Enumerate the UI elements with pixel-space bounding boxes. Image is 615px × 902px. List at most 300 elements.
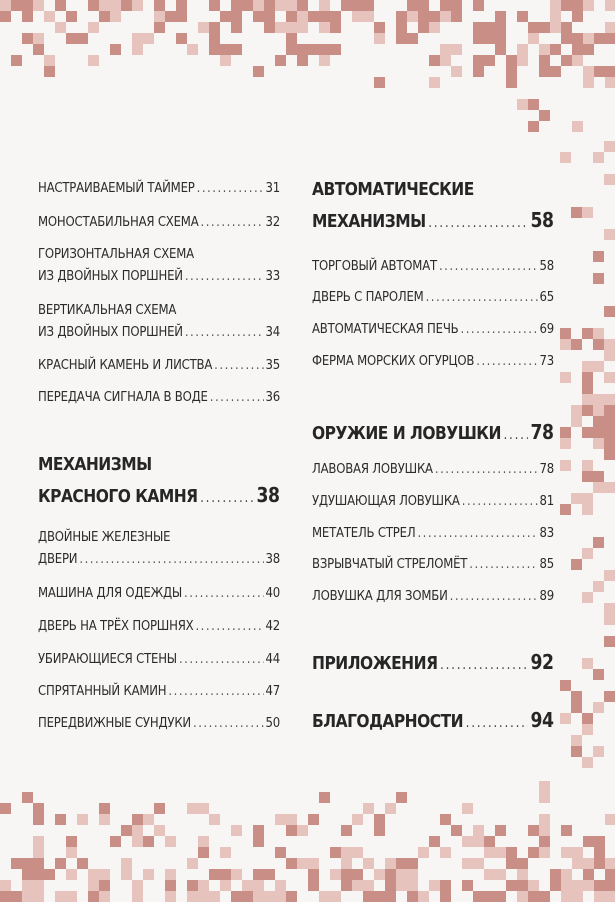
entry-title: КРАСНЫЙ КАМЕНЬ И ЛИСТВА — [38, 358, 213, 373]
decor-pixel — [88, 880, 99, 891]
decor-pixel — [571, 735, 582, 746]
decor-pixel — [561, 880, 572, 891]
decor-pixel — [132, 891, 143, 902]
decor-pixel — [429, 880, 440, 891]
entry-page: 47 — [265, 684, 280, 699]
section-title: ПРИЛОЖЕНИЯ — [312, 653, 438, 674]
decor-pixel — [33, 858, 44, 869]
decor-pixel — [462, 836, 473, 847]
decor-pixel — [571, 207, 582, 218]
decor-pixel — [407, 0, 418, 11]
section-title-line1: АВТОМАТИЧЕСКИЕ — [312, 179, 474, 200]
decor-pixel — [429, 22, 440, 33]
decor-pixel — [88, 891, 99, 902]
decor-pixel — [396, 33, 407, 44]
decor-pixel — [539, 825, 550, 836]
decor-pixel — [198, 880, 209, 891]
toc-entry[interactable] — [312, 319, 554, 341]
decor-pixel — [231, 891, 242, 902]
toc-entry[interactable] — [312, 523, 554, 545]
toc-section-heading[interactable] — [38, 450, 279, 510]
leader-dots — [214, 355, 263, 377]
decor-pixel — [286, 814, 297, 825]
decor-pixel — [44, 66, 55, 77]
decorative-pixel-border-right — [560, 130, 615, 770]
entry-page: 58 — [539, 259, 554, 274]
decor-pixel — [429, 836, 440, 847]
decor-pixel — [297, 858, 308, 869]
decor-pixel — [560, 328, 571, 339]
decor-pixel — [539, 22, 550, 33]
toc-entry[interactable] — [38, 713, 280, 735]
decor-pixel — [528, 847, 539, 858]
decor-pixel — [571, 691, 582, 702]
decor-pixel — [396, 22, 407, 33]
leader-dots — [503, 420, 527, 450]
decor-pixel — [341, 880, 352, 891]
decor-pixel — [582, 207, 593, 218]
toc-entry[interactable] — [38, 616, 280, 638]
decor-pixel — [165, 869, 176, 880]
entry-page: 33 — [265, 269, 280, 284]
decor-pixel — [484, 869, 495, 880]
decor-pixel — [11, 0, 22, 11]
toc-entry[interactable] — [38, 355, 280, 377]
decor-pixel — [583, 869, 594, 880]
decor-pixel — [462, 858, 473, 869]
decor-pixel — [253, 11, 264, 22]
decor-pixel — [560, 713, 571, 724]
decor-pixel — [154, 11, 165, 22]
entry-page: 65 — [539, 290, 554, 305]
entry-title: ИЗ ДВОЙНЫХ ПОРШНЕЙ — [38, 325, 183, 340]
decor-pixel — [385, 803, 396, 814]
decor-pixel — [495, 869, 506, 880]
decor-pixel — [572, 847, 583, 858]
decor-pixel — [319, 891, 330, 902]
decor-pixel — [605, 880, 615, 891]
entry-title: ПЕРЕДАЧА СИГНАЛА В ВОДЕ — [38, 390, 208, 405]
decor-pixel — [165, 836, 176, 847]
decor-pixel — [517, 869, 528, 880]
decor-pixel — [572, 858, 583, 869]
decor-pixel — [593, 251, 604, 262]
entry-page: 85 — [539, 557, 554, 572]
decor-pixel — [593, 361, 604, 372]
decor-pixel — [143, 869, 154, 880]
entry-title: АВТОМАТИЧЕСКАЯ ПЕЧЬ — [312, 322, 459, 337]
decor-pixel — [593, 482, 604, 493]
decor-pixel — [582, 548, 593, 559]
decor-pixel — [593, 405, 604, 416]
entry-title-line1: ДВОЙНЫЕ ЖЕЛЕЗНЫЕ — [38, 530, 171, 545]
leader-dots — [462, 491, 538, 513]
decor-pixel — [33, 880, 44, 891]
section-page: 38 — [256, 483, 280, 507]
decor-pixel — [253, 891, 264, 902]
entry-title: НАСТРАИВАЕМЫЙ ТАЙМЕР — [38, 181, 195, 196]
decor-pixel — [605, 33, 615, 44]
decor-pixel — [55, 858, 66, 869]
leader-dots — [439, 256, 538, 278]
decor-pixel — [604, 482, 615, 493]
toc-entry[interactable] — [38, 583, 280, 605]
decor-pixel — [0, 0, 11, 11]
toc-section-heading[interactable] — [312, 647, 553, 677]
decor-pixel — [11, 55, 22, 66]
decor-pixel — [473, 825, 484, 836]
toc-entry[interactable] — [38, 527, 280, 571]
decor-pixel — [308, 814, 319, 825]
decor-pixel — [33, 847, 44, 858]
toc-entry[interactable] — [312, 554, 554, 576]
decor-pixel — [286, 891, 297, 902]
decor-pixel — [44, 55, 55, 66]
decor-pixel — [286, 0, 297, 11]
entry-title: ЛАВОВАЯ ЛОВУШКА — [312, 462, 433, 477]
decor-pixel — [582, 394, 593, 405]
decor-pixel — [242, 880, 253, 891]
decor-pixel — [165, 880, 176, 891]
decor-pixel — [550, 880, 561, 891]
decor-pixel — [220, 55, 231, 66]
leader-dots — [435, 459, 538, 481]
toc-section-heading[interactable] — [312, 175, 553, 235]
decor-pixel — [407, 880, 418, 891]
decor-pixel — [484, 33, 495, 44]
decor-pixel — [385, 869, 396, 880]
decor-pixel — [88, 869, 99, 880]
decor-pixel — [374, 77, 385, 88]
decor-pixel — [582, 493, 593, 504]
decor-pixel — [539, 781, 550, 792]
decor-pixel — [99, 814, 110, 825]
entry-page: 38 — [265, 552, 280, 567]
decor-pixel — [363, 0, 374, 11]
decor-pixel — [560, 152, 571, 163]
decor-pixel — [77, 33, 88, 44]
decor-pixel — [550, 44, 561, 55]
decor-pixel — [473, 55, 484, 66]
decor-pixel — [308, 880, 319, 891]
toc-entry[interactable] — [312, 586, 554, 608]
decor-pixel — [572, 11, 583, 22]
decor-pixel — [407, 11, 418, 22]
entry-title: ТОРГОВЫЙ АВТОМАТ — [312, 259, 437, 274]
decor-pixel — [110, 44, 121, 55]
decor-pixel — [594, 836, 605, 847]
decor-pixel — [253, 0, 264, 11]
toc-entry[interactable] — [38, 649, 280, 671]
decor-pixel — [220, 847, 231, 858]
decor-pixel — [539, 847, 550, 858]
decor-pixel — [560, 680, 571, 691]
decor-pixel — [572, 33, 583, 44]
decor-pixel — [286, 33, 297, 44]
toc-section-heading[interactable] — [312, 705, 553, 735]
decor-pixel — [571, 416, 582, 427]
decor-pixel — [165, 891, 176, 902]
decor-pixel — [495, 825, 506, 836]
decor-pixel — [253, 825, 264, 836]
decor-pixel — [352, 814, 363, 825]
decor-pixel — [220, 44, 231, 55]
entry-page: 35 — [265, 358, 280, 373]
decor-pixel — [604, 339, 615, 350]
decor-pixel — [187, 891, 198, 902]
decor-pixel — [231, 44, 242, 55]
toc-entry[interactable] — [312, 351, 554, 373]
decor-pixel — [275, 22, 286, 33]
decor-pixel — [0, 803, 11, 814]
entry-page: 44 — [265, 652, 280, 667]
toc-entry[interactable] — [38, 300, 280, 344]
decor-pixel — [506, 880, 517, 891]
decor-pixel — [66, 836, 77, 847]
decor-pixel — [517, 11, 528, 22]
decor-pixel — [528, 99, 539, 110]
decor-pixel — [220, 880, 231, 891]
entry-title: МАШИНА ДЛЯ ОДЕЖДЫ — [38, 586, 183, 601]
decor-pixel — [396, 880, 407, 891]
entry-title-line1: ГОРИЗОНТАЛЬНАЯ СХЕМА — [38, 247, 194, 262]
entry-page: 40 — [265, 586, 280, 601]
entry-page: 83 — [539, 526, 554, 541]
decor-pixel — [506, 66, 517, 77]
decor-pixel — [605, 66, 615, 77]
decor-pixel — [572, 0, 583, 11]
toc-section-heading[interactable] — [312, 417, 553, 447]
decor-pixel — [22, 11, 33, 22]
entry-title: ЛОВУШКА ДЛЯ ЗОМБИ — [312, 589, 448, 604]
decor-pixel — [572, 44, 583, 55]
decor-pixel — [429, 55, 440, 66]
decor-pixel — [495, 44, 506, 55]
decor-pixel — [407, 858, 418, 869]
decor-pixel — [55, 22, 66, 33]
decor-pixel — [176, 33, 187, 44]
decor-pixel — [187, 858, 198, 869]
decor-pixel — [528, 22, 539, 33]
decor-pixel — [418, 847, 429, 858]
decor-pixel — [33, 44, 44, 55]
decor-pixel — [209, 891, 220, 902]
decor-pixel — [583, 0, 594, 11]
decor-pixel — [594, 33, 605, 44]
decor-pixel — [517, 891, 528, 902]
decor-pixel — [539, 66, 550, 77]
decor-pixel — [583, 33, 594, 44]
section-title: ОРУЖИЕ И ЛОВУШКИ — [312, 423, 501, 444]
leader-dots — [428, 208, 528, 238]
decor-pixel — [187, 44, 198, 55]
decor-pixel — [593, 581, 604, 592]
decor-pixel — [560, 504, 571, 515]
decor-pixel — [22, 869, 33, 880]
decor-pixel — [275, 55, 286, 66]
leader-dots — [185, 322, 264, 344]
decor-pixel — [440, 880, 451, 891]
decor-pixel — [352, 0, 363, 11]
decor-pixel — [582, 405, 593, 416]
decor-pixel — [22, 0, 33, 11]
toc-entry[interactable] — [38, 178, 280, 200]
decor-pixel — [539, 110, 550, 121]
decor-pixel — [176, 11, 187, 22]
decor-pixel — [99, 880, 110, 891]
decor-pixel — [297, 44, 308, 55]
entry-page: 69 — [539, 322, 554, 337]
decor-pixel — [264, 0, 275, 11]
decor-pixel — [582, 361, 593, 372]
entry-title: ИЗ ДВОЙНЫХ ПОРШНЕЙ — [38, 269, 183, 284]
decor-pixel — [253, 869, 264, 880]
decor-pixel — [209, 869, 220, 880]
decor-pixel — [77, 858, 88, 869]
decor-pixel — [528, 33, 539, 44]
leader-dots — [450, 586, 538, 608]
decor-pixel — [209, 22, 220, 33]
decor-pixel — [275, 880, 286, 891]
decor-pixel — [0, 11, 11, 22]
entry-page: 89 — [539, 589, 554, 604]
decor-pixel — [66, 11, 77, 22]
decor-pixel — [352, 880, 363, 891]
decor-pixel — [176, 0, 187, 11]
decor-pixel — [495, 891, 506, 902]
decor-pixel — [33, 814, 44, 825]
decor-pixel — [264, 891, 275, 902]
decor-pixel — [583, 836, 594, 847]
toc-entry[interactable] — [312, 459, 554, 481]
decor-pixel — [593, 746, 604, 757]
entry-title: УБИРАЮЩИЕСЯ СТЕНЫ — [38, 652, 177, 667]
decor-pixel — [396, 869, 407, 880]
toc-entry[interactable] — [312, 256, 554, 278]
decor-pixel — [330, 891, 341, 902]
decorative-pixel-border-bottom — [0, 770, 615, 900]
decor-pixel — [593, 702, 604, 713]
decor-pixel — [330, 22, 341, 33]
toc-entry[interactable] — [38, 681, 280, 703]
decor-pixel — [396, 792, 407, 803]
decor-pixel — [319, 792, 330, 803]
decor-pixel — [440, 55, 451, 66]
entry-page: 81 — [539, 494, 554, 509]
decor-pixel — [231, 11, 242, 22]
decor-pixel — [484, 55, 495, 66]
toc-entry[interactable] — [38, 244, 280, 288]
decor-pixel — [583, 44, 594, 55]
decor-pixel — [583, 66, 594, 77]
decor-pixel — [495, 33, 506, 44]
decor-pixel — [264, 869, 275, 880]
entry-page: 78 — [539, 462, 554, 477]
decor-pixel — [506, 77, 517, 88]
decor-pixel — [604, 449, 615, 460]
decor-pixel — [55, 0, 66, 11]
entry-title: ВЗРЫВЧАТЫЙ СТРЕЛОМЁТ — [312, 557, 468, 572]
decor-pixel — [604, 405, 615, 416]
decor-pixel — [604, 372, 615, 383]
section-title-line1: МЕХАНИЗМЫ — [38, 454, 152, 475]
decor-pixel — [143, 33, 154, 44]
decor-pixel — [154, 22, 165, 33]
decor-pixel — [319, 22, 330, 33]
decor-pixel — [582, 328, 593, 339]
entry-page: 73 — [539, 354, 554, 369]
decor-pixel — [429, 77, 440, 88]
decor-pixel — [582, 724, 593, 735]
decor-pixel — [319, 11, 330, 22]
decor-pixel — [308, 858, 319, 869]
entry-title-line1: ВЕРТИКАЛЬНАЯ СХЕМА — [38, 303, 177, 318]
leader-dots — [210, 387, 264, 409]
decor-pixel — [571, 746, 582, 757]
decor-pixel — [440, 847, 451, 858]
toc-entry[interactable] — [312, 287, 554, 309]
decor-pixel — [99, 891, 110, 902]
entry-title: ДВЕРЬ С ПАРОЛЕМ — [312, 290, 424, 305]
decor-pixel — [363, 803, 374, 814]
decor-pixel — [473, 0, 484, 11]
decor-pixel — [572, 891, 583, 902]
entry-page: 31 — [265, 181, 280, 196]
decor-pixel — [582, 460, 593, 471]
decor-pixel — [605, 814, 615, 825]
toc-entry[interactable] — [38, 387, 280, 409]
toc-entry[interactable] — [38, 212, 280, 234]
decor-pixel — [66, 33, 77, 44]
decor-pixel — [604, 570, 615, 581]
decor-pixel — [132, 880, 143, 891]
decor-pixel — [604, 229, 615, 240]
decor-pixel — [374, 891, 385, 902]
leader-dots — [195, 616, 263, 638]
decor-pixel — [319, 55, 330, 66]
entry-page: 50 — [265, 716, 280, 731]
decor-pixel — [286, 825, 297, 836]
decor-pixel — [571, 493, 582, 504]
decor-pixel — [220, 869, 231, 880]
decor-pixel — [374, 814, 385, 825]
decor-pixel — [22, 792, 33, 803]
decor-pixel — [506, 858, 517, 869]
section-page: 58 — [530, 208, 554, 232]
decor-pixel — [604, 427, 615, 438]
decor-pixel — [440, 11, 451, 22]
decor-pixel — [561, 22, 572, 33]
decor-pixel — [593, 427, 604, 438]
decor-pixel — [440, 0, 451, 11]
decor-pixel — [132, 33, 143, 44]
decor-pixel — [33, 869, 44, 880]
decor-pixel — [264, 22, 275, 33]
decor-pixel — [198, 22, 209, 33]
decor-pixel — [209, 33, 220, 44]
decor-pixel — [198, 891, 209, 902]
decor-pixel — [132, 825, 143, 836]
decor-pixel — [440, 891, 451, 902]
decor-pixel — [187, 803, 198, 814]
decor-pixel — [297, 825, 308, 836]
decor-pixel — [341, 869, 352, 880]
decor-pixel — [451, 44, 462, 55]
decor-pixel — [560, 438, 571, 449]
toc-entry[interactable] — [312, 491, 554, 513]
decor-pixel — [572, 880, 583, 891]
decor-pixel — [198, 836, 209, 847]
